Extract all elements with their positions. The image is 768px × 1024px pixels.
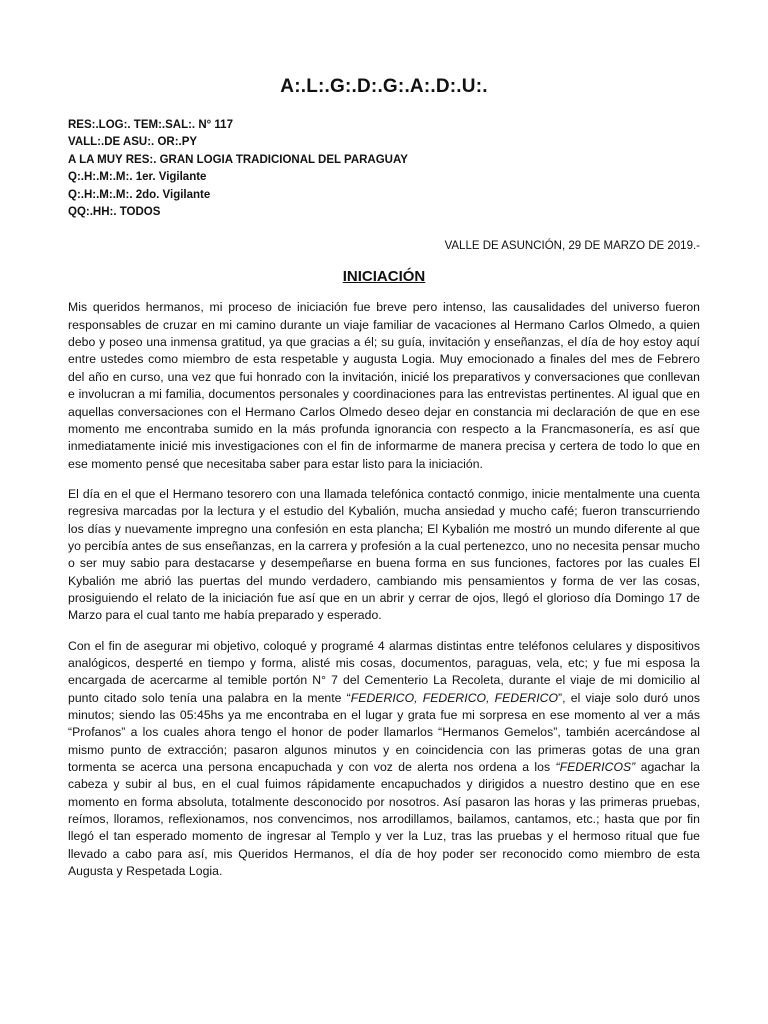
paragraph-3-italic-federico: FEDERICO, FEDERICO, FEDERICO	[350, 690, 559, 705]
body-paragraph-3	[68, 638, 700, 881]
paragraph-3-text-c: agachar la cabeza y subir al bus, en el cual fuimos rápidamente encapuchados y dirigidos a nuestro destino que en ese momento en forma absoluta, totalmente desconocido por nosotros. Así pasaron las horas y las primeras pruebas, reímos, lloramos, reflexionamos, nos convencimos, nos arrodillamos, bailamos, cantamos, etc.; hasta que por fin llegó el tan esperado momento de ingresar al Templo y ver la Luz, tras las pruebas y el hermoso ritual que fue llevado a cabo para así, mis Queridos Hermanos, el día de hoy poder ser reconocido como miembro de esta Augusta y Respetada Logia.	[68, 760, 700, 879]
section-title: INICIACIÓN	[342, 268, 426, 286]
document-title: A:.L:.G:.D:.G:.A:.D:.U:.	[280, 76, 488, 97]
header-line-valley: VALL:.DE ASU:. OR:.PY	[68, 136, 198, 149]
paragraph-3-text-a: Con el fin de asegurar mi objetivo, coloqué y programé 4 alarmas distintas entre teléfonos celulares y dispositivos analógicos, desperté en tiempo y forma, alisté mis cosas, documentos, paraguas, vela, etc; y fue mi esposa la encargada de acercarme al temible portón N° 7 del Cementerio La Recoleta, durante el viaje de mi domicilio al punto citado solo tenía una palabra en la mente “	[68, 638, 700, 705]
header-line-lodge: RES:.LOG:. TEM:.SAL:. N° 117	[68, 119, 233, 131]
paragraph-3-italic-federicos: “FEDERICOS”	[555, 760, 636, 775]
header-line-grand-lodge: A LA MUY RES:. GRAN LOGIA TRADICIONAL DEL PARAGUAY	[68, 153, 408, 166]
header-line-second-warden: Q:.H:.M:.M:. 2do. Vigilante	[68, 188, 211, 201]
date-line: VALLE DE ASUNCIÓN, 29 DE MARZO DE 2019.-	[444, 240, 700, 253]
header-line-first-warden: Q:.H:.M:.M:. 1er. Vigilante	[68, 171, 207, 184]
body-paragraph-2: El día en el que el Hermano tesorero con una llamada telefónica contactó conmigo, inicie mentalmente una cuenta regresiva marcadas por la lectura y el estudio del Kybalión, mucha ansiedad y mucho café; fueron transcurriendo los días y nuevamente impregno una confesión en esta plancha; El Kybalión me mostró un mundo diferente al que yo percibía antes de sus enseñanzas, en la carrera y profesión a la cual pertenezco, uno no necesita pensar mucho o ser muy sabio para destacarse y desempeñarse en buena forma en sus funciones, factores por las cuales El Kybalión me abrió las puertas del mundo verdadero, cambiando mis pensamientos y forma de ver las cosas, prosiguiendo el relato de la iniciación fue así que en un abrir y cerrar de ojos, llegó el glorioso día Domingo 17 de Marzo para el cual tanto me había preparado y esperado.	[68, 486, 700, 623]
body-paragraph-1: Mis queridos hermanos, mi proceso de iniciación fue breve pero intenso, las causalidades del universo fueron responsables de cruzar en mi camino durante un viaje familiar de vacaciones al Hermano Carlos Olmedo, a quien debo y poseo una inmensa gratitud, ya que gracias a él; su guía, invitación y enseñanzas, el día de hoy estoy aquí entre ustedes como miembro de esta respetable y augusta Logia. Muy emocionado a finales del mes de Febrero del año en curso, una vez que fui honrado con la invitación, inicié los preparativos y conversaciones que conllevan e involucran a mi familia, documentos personales y coordinaciones para las entrevistas pertinentes. Al igual que en aquellas conversaciones con el Hermano Carlos Olmedo deseo dejar en constancia mi declaración de que en ese momento me encontraba sumido en la más profunda ignorancia con respecto a la Francmasonería, es así que inmediatamente inicié mis investigaciones con el fin de informarme de manera precisa y certera de todo lo que en ese momento pensé que necesitaba saber para estar listo para la iniciación.	[68, 300, 700, 471]
paragraph-3-text-b: ”, el viaje solo duró unos minutos; siendo las 05:45hs ya me encontraba en el lugar y grata fue mi sorpresa en ese momento al ver a más “Profanos” a los cuales ahora tengo el honor de poder llamarlos “Hermanos Gemelos”, también acercándose al mismo punto de extracción; pasaron algunos minutos y en coincidencia con las primeras gotas de una gran tormenta se acerca una persona encapuchada y con voz de alerta nos ordena a los	[68, 690, 700, 775]
header-line-all-brothers: QQ:.HH:. TODOS	[68, 206, 161, 219]
addressee-block	[68, 117, 700, 221]
